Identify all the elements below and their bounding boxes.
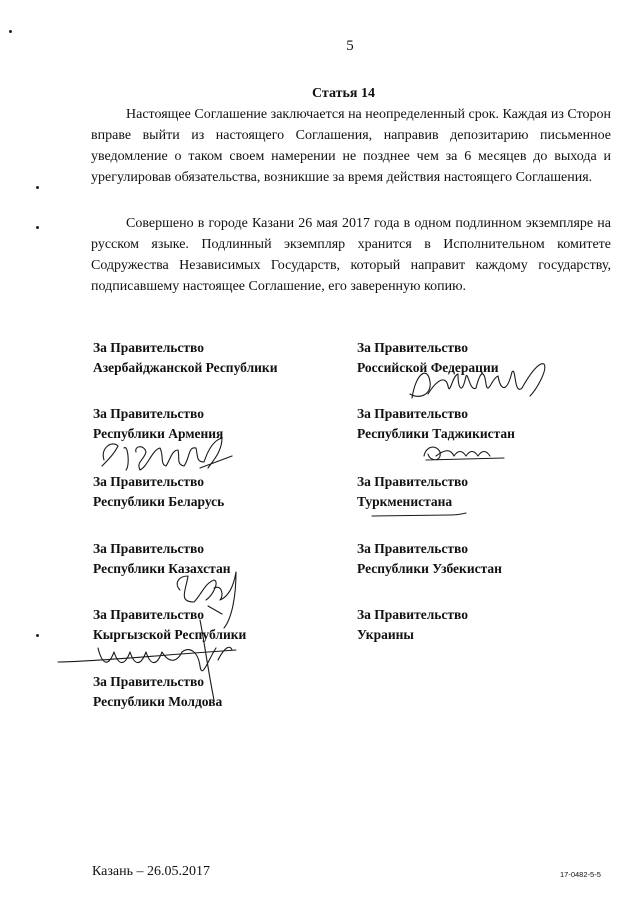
signatory-country: Республики Молдова xyxy=(93,694,223,709)
signatory-turkmenistan xyxy=(357,472,468,512)
signatory-country: Республики Казахстан xyxy=(93,561,231,576)
signatory-belarus xyxy=(93,472,224,512)
signatory-kyrgyzstan xyxy=(93,605,246,645)
signatory-for-label: За Правительство xyxy=(93,406,204,421)
signatory-country: Туркменистана xyxy=(357,494,453,509)
page-number: 5 xyxy=(346,38,354,54)
footer-place-date: Казань – 26.05.2017 xyxy=(92,864,210,879)
signatory-armenia xyxy=(93,404,223,444)
margin-mark xyxy=(36,186,39,189)
signatory-country: Республики Таджикистан xyxy=(357,426,515,441)
signatory-for-label: За Правительство xyxy=(357,541,468,556)
signatory-country: Азербайджанской Республики xyxy=(93,360,278,375)
signatory-for-label: За Правительство xyxy=(357,406,468,421)
paragraph-article-14: Настоящее Соглашение заключается на неопределенный срок. Каждая из Сторон вправе выйти из настоящего Соглашения, направив депозитарию письменное уведомление о таком своем намерении не позднее чем за 6 месяцев до выхода и урегулировав обязательства, возникшие за время действия настоящего Соглашения. xyxy=(91,107,611,185)
signatory-for-label: За Правительство xyxy=(93,541,204,556)
signatory-country: Республики Узбекистан xyxy=(357,561,502,576)
signatory-for-label: За Правительство xyxy=(357,340,468,355)
signatory-for-label: За Правительство xyxy=(93,607,204,622)
signatory-for-label: За Правительство xyxy=(357,474,468,489)
margin-mark xyxy=(9,30,12,33)
signatory-for-label: За Правительство xyxy=(93,474,204,489)
signatory-for-label: За Правительство xyxy=(93,674,204,689)
signatory-ukraine xyxy=(357,605,468,645)
signatory-country: Украины xyxy=(357,627,414,642)
signatory-country: Российской Федерации xyxy=(357,360,499,375)
signatory-tajikistan xyxy=(357,404,515,444)
signatory-moldova xyxy=(93,672,222,712)
signatory-country: Республики Беларусь xyxy=(93,494,225,509)
signature-tajikistan xyxy=(424,447,504,460)
signatory-country: Республики Армения xyxy=(93,426,224,441)
signature-turkmenistan xyxy=(372,513,466,516)
signatory-country: Кыргызской Республики xyxy=(93,627,247,642)
paragraph-done-in-kazan: Совершено в городе Казани 26 мая 2017 года в одном подлинном экземпляре на русском языке. Подлинный экземпляр хранится в Исполнительном комитете Содружества Независимых Государств, который направит каждому государству, подписавшему настоящее Соглашение, его заверенную копию. xyxy=(91,216,611,294)
footer-document-code: 17-0482-5-5 xyxy=(560,870,601,879)
signatory-uzbekistan xyxy=(357,539,502,579)
signatory-for-label: За Правительство xyxy=(357,607,468,622)
article-title: Статья 14 xyxy=(312,86,375,101)
signatory-russia xyxy=(357,338,499,378)
signatory-azerbaijan xyxy=(93,338,278,378)
signatory-for-label: За Правительство xyxy=(93,340,204,355)
margin-mark xyxy=(36,226,39,229)
signatory-kazakhstan xyxy=(93,539,230,579)
margin-mark xyxy=(36,634,39,637)
